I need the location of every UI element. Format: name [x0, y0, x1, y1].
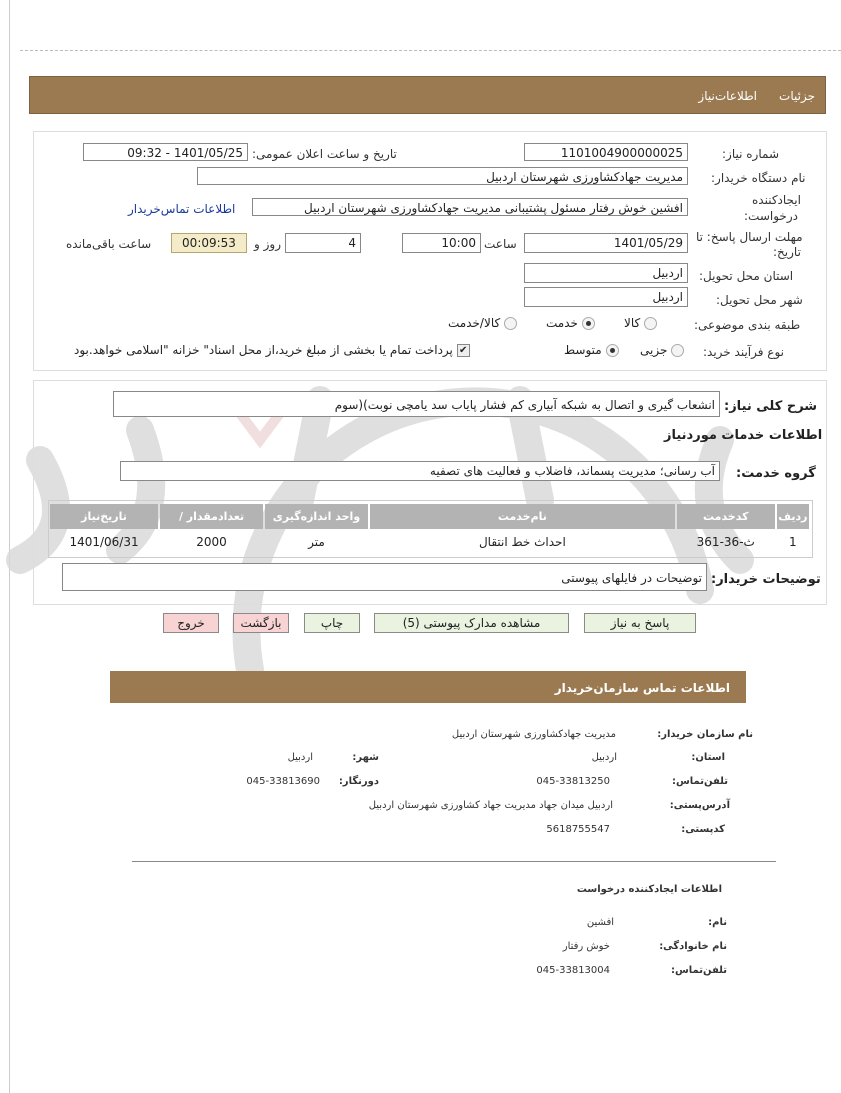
- tab-need-info[interactable]: اطلاعات‌نیاز: [698, 89, 757, 103]
- delivery-city-label: شهر محل تحویل:: [716, 293, 803, 307]
- need-number-field: 1101004900000025: [524, 143, 688, 161]
- buyer-notes-label: توضیحات خریدار:: [711, 572, 821, 587]
- radio-service-icon[interactable]: [582, 317, 595, 330]
- deadline-time-field: 10:00: [402, 233, 481, 253]
- deadline-label-line2: تاریخ:: [773, 245, 801, 259]
- days-field: 4: [285, 233, 361, 253]
- contact-phone-value: 045-33813250: [536, 776, 610, 787]
- col-service-code: کدخدمت: [677, 504, 775, 529]
- cell-service-name: احداث خط انتقال: [478, 535, 566, 549]
- contact-divider: [132, 861, 776, 862]
- radio-medium-icon[interactable]: [606, 344, 619, 357]
- col-quantity: تعدادمقدار /: [160, 504, 263, 529]
- service-group-field: آب رسانی؛ مدیریت پسماند، فاضلاب و فعالیت های تصفیه: [120, 461, 720, 481]
- delivery-province-field: اردبیل: [524, 263, 688, 283]
- col-service-name: نام‌خدمت: [370, 504, 675, 529]
- tab-details[interactable]: جزئیات: [779, 89, 815, 103]
- creator-first-name-label: نام:: [708, 917, 727, 928]
- remaining-time-label: ساعت باقی‌مانده: [66, 237, 152, 251]
- service-group-label: گروه خدمت:: [736, 466, 816, 481]
- contact-phone-label: تلفن‌تماس:: [671, 776, 728, 787]
- contact-city-value: اردبیل: [287, 752, 313, 763]
- creator-last-name-label: نام خانوادگی:: [659, 941, 727, 952]
- cell-need-date: 1401/06/31: [69, 535, 139, 549]
- creator-last-name-value: خوش رفتار: [562, 941, 610, 952]
- creator-first-name-value: افشین: [586, 917, 614, 928]
- col-unit: واحد اندازه‌گیری: [265, 504, 368, 529]
- delivery-province-label: استان محل تحویل:: [699, 269, 794, 283]
- remaining-time-field: 00:09:53: [171, 233, 247, 253]
- contact-address-label: آدرس‌پستی:: [669, 800, 730, 811]
- cell-row: 1: [789, 535, 797, 549]
- creator-label-line2: درخواست:: [744, 209, 798, 223]
- radio-minor-icon[interactable]: [671, 344, 684, 357]
- org-name-label: نام سازمان خریدار:: [657, 729, 753, 740]
- creator-phone-label: تلفن‌تماس:: [670, 965, 727, 976]
- category-label: طبقه بندی موضوعی:: [694, 318, 801, 332]
- cell-service-code: ث-36-361: [696, 535, 755, 549]
- process-option-medium[interactable]: متوسط: [564, 343, 619, 357]
- contact-fax-value: 045-33813690: [246, 776, 320, 787]
- buyer-contact-link[interactable]: اطلاعات تماس‌خریدار: [128, 202, 236, 216]
- contact-postal-value: 5618755547: [546, 824, 610, 835]
- contact-section-title: اطلاعات تماس سازمان‌خریدار: [554, 681, 730, 695]
- general-description-field: انشعاب گیری و اتصال به شبکه آبیاری کم فشار پایاب سد یامچی نوبت)(سوم: [113, 391, 720, 417]
- creator-field: افشین خوش رفتار مسئول پشتیبانی مدیریت جهادکشاورزی شهرستان اردبیل: [252, 198, 688, 216]
- print-button[interactable]: چاپ: [304, 613, 360, 633]
- radio-goods-service-icon[interactable]: [504, 317, 517, 330]
- buyer-org-field: مدیریت جهادکشاورزی شهرستان اردبیل: [197, 167, 688, 185]
- contact-city-label: شهر:: [352, 752, 379, 763]
- cell-unit: متر: [308, 535, 325, 549]
- process-type-label: نوع فرآیند خرید:: [703, 345, 784, 359]
- services-section-title: اطلاعات خدمات موردنیاز: [664, 428, 823, 443]
- creator-phone-value: 045-33813004: [536, 965, 610, 976]
- deadline-time-label: ساعت: [484, 237, 517, 251]
- announce-datetime-field: 1401/05/25 - 09:32: [83, 143, 248, 161]
- creator-label-line1: ایجادکننده: [752, 193, 801, 207]
- category-option-goods[interactable]: کالا: [624, 316, 657, 330]
- creator-section-title: اطلاعات ایجادکننده درخواست: [576, 884, 722, 895]
- contact-address-value: اردبیل میدان جهاد مدیریت جهاد کشاورزی شهرستان اردبیل: [368, 800, 613, 811]
- category-option-goods-service[interactable]: کالا/خدمت: [448, 316, 517, 330]
- general-description-label: شرح کلی نیاز:: [724, 399, 818, 414]
- deadline-label-line1: مهلت ارسال پاسخ: تا: [696, 230, 803, 244]
- exit-button[interactable]: خروج: [163, 613, 219, 633]
- col-row: ردیف: [777, 504, 809, 529]
- delivery-city-field: اردبیل: [524, 287, 688, 307]
- contact-province-value: اردبیل: [591, 752, 617, 763]
- contact-postal-label: کدپستی:: [681, 824, 725, 835]
- col-need-date: تاریخ‌نیاز: [50, 504, 158, 529]
- treasury-payment-note: ✔ پرداخت تمام یا بخشی از مبلغ خرید،از محل اسناد" خزانه "اسلامی خواهد.بود: [74, 343, 470, 357]
- category-option-service[interactable]: خدمت: [546, 316, 595, 330]
- page-header: [29, 76, 826, 114]
- cell-quantity: 2000: [196, 535, 227, 549]
- table-row: [50, 529, 809, 555]
- contact-province-label: استان:: [691, 752, 725, 763]
- announce-datetime-label: تاریخ و ساعت اعلان عمومی:: [252, 147, 397, 161]
- top-divider: [20, 50, 841, 51]
- days-label: روز و: [254, 237, 281, 251]
- services-table: [48, 504, 811, 555]
- deadline-date-field: 1401/05/29: [524, 233, 688, 253]
- checkbox-checked-icon[interactable]: ✔: [457, 344, 470, 357]
- buyer-org-label: نام دستگاه خریدار:: [711, 171, 806, 185]
- need-number-label: شماره نیاز:: [722, 147, 779, 161]
- view-attachments-button[interactable]: مشاهده مدارک پیوستی (5): [374, 613, 569, 633]
- back-button[interactable]: بازگشت: [233, 613, 289, 633]
- buyer-notes-field: توضیحات در فایلهای پیوستی: [62, 563, 707, 591]
- radio-goods-icon[interactable]: [644, 317, 657, 330]
- reply-button[interactable]: پاسخ به نیاز: [584, 613, 696, 633]
- process-option-minor[interactable]: جزیی: [640, 343, 684, 357]
- org-name-value: مدیریت جهادکشاورزی شهرستان اردبیل: [451, 729, 616, 740]
- contact-section-header: [110, 671, 746, 703]
- contact-fax-label: دورنگار:: [338, 776, 379, 787]
